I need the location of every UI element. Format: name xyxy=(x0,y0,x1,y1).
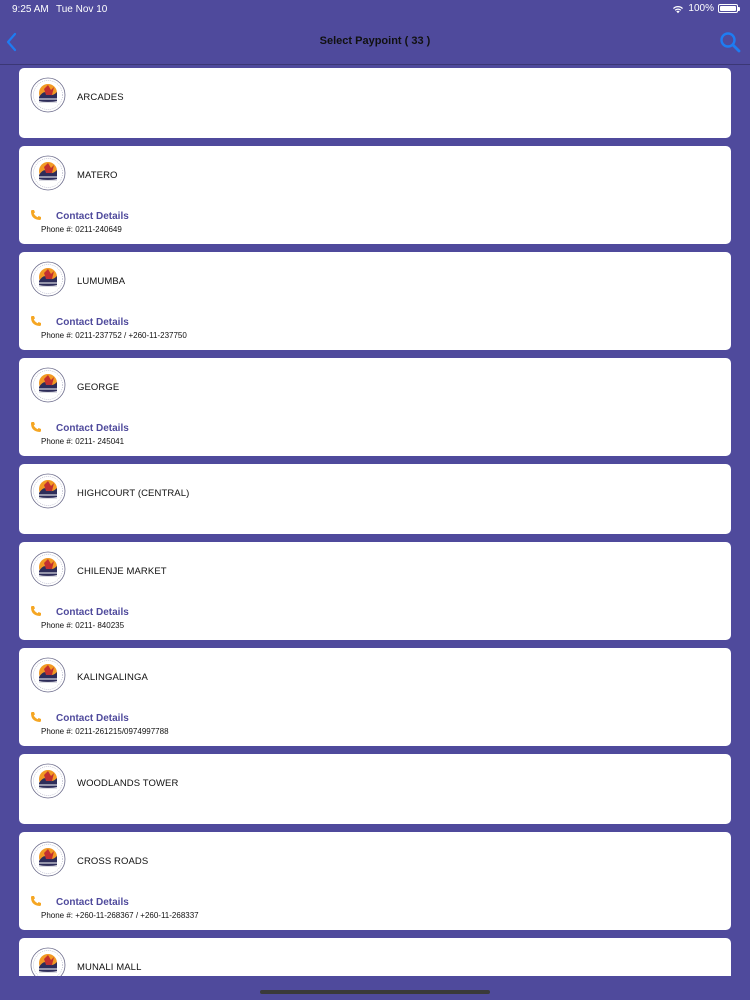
company-logo-icon xyxy=(30,947,66,976)
paypoint-card[interactable] xyxy=(19,358,731,456)
paypoint-card[interactable] xyxy=(19,648,731,746)
company-logo-icon xyxy=(30,155,66,191)
company-logo-icon xyxy=(30,657,66,693)
paypoint-card[interactable] xyxy=(19,542,731,640)
paypoint-name: CROSS ROADS xyxy=(77,856,149,867)
phone-icon xyxy=(30,711,42,723)
battery-percent: 100% xyxy=(688,3,714,14)
paypoint-card[interactable] xyxy=(19,146,731,244)
contact-details-label: Contact Details xyxy=(56,713,129,724)
phone-icon xyxy=(30,895,42,907)
phone-number: Phone #: +260-11-268367 / +260-11-268337 xyxy=(41,911,199,920)
company-logo-icon xyxy=(30,261,66,297)
search-icon xyxy=(718,30,742,54)
paypoint-card[interactable] xyxy=(19,464,731,534)
contact-details-label: Contact Details xyxy=(56,317,129,328)
status-date: Tue Nov 10 xyxy=(56,4,108,15)
paypoint-name: HIGHCOURT (CENTRAL) xyxy=(77,488,190,499)
paypoint-name: WOODLANDS TOWER xyxy=(77,778,179,789)
paypoint-card[interactable] xyxy=(19,938,731,976)
status-time: 9:25 AM xyxy=(12,4,49,15)
wifi-icon xyxy=(672,4,684,14)
contact-details-label: Contact Details xyxy=(56,211,129,222)
phone-number: Phone #: 0211- 245041 xyxy=(41,437,125,446)
contact-details-label: Contact Details xyxy=(56,897,129,908)
company-logo-icon xyxy=(30,551,66,587)
paypoint-list[interactable] xyxy=(0,68,750,976)
paypoint-name: ARCADES xyxy=(77,92,124,103)
phone-number: Phone #: 0211- 840235 xyxy=(41,621,125,630)
company-logo-icon xyxy=(30,367,66,403)
home-indicator[interactable] xyxy=(260,990,490,994)
paypoint-name: MUNALI MALL xyxy=(77,962,142,973)
phone-number: Phone #: 0211-261215/0974997788 xyxy=(41,727,169,736)
paypoint-card[interactable] xyxy=(19,754,731,824)
paypoint-name: MATERO xyxy=(77,170,118,181)
phone-number: Phone #: 0211-240649 xyxy=(41,225,122,234)
search-button[interactable] xyxy=(718,30,742,54)
paypoint-name: KALINGALINGA xyxy=(77,672,148,683)
battery-icon xyxy=(718,4,738,13)
status-right xyxy=(672,3,738,14)
paypoint-name: GEORGE xyxy=(77,382,120,393)
phone-icon xyxy=(30,605,42,617)
phone-icon xyxy=(30,315,42,327)
nav-bar xyxy=(0,20,750,64)
battery-fill xyxy=(720,6,736,11)
company-logo-icon xyxy=(30,77,66,113)
phone-number: Phone #: 0211-237752 / +260-11-237750 xyxy=(41,331,187,340)
phone-icon xyxy=(30,421,42,433)
phone-icon xyxy=(30,209,42,221)
company-logo-icon xyxy=(30,763,66,799)
contact-details-label: Contact Details xyxy=(56,607,129,618)
paypoint-card[interactable] xyxy=(19,68,731,138)
contact-details-label: Contact Details xyxy=(56,423,129,434)
paypoint-name: LUMUMBA xyxy=(77,276,126,287)
paypoint-card[interactable] xyxy=(19,832,731,930)
paypoint-name: CHILENJE MARKET xyxy=(77,566,167,577)
status-bar xyxy=(0,0,750,20)
page-title: Select Paypoint ( 33 ) xyxy=(319,35,431,47)
paypoint-card[interactable] xyxy=(19,252,731,350)
company-logo-icon xyxy=(30,841,66,877)
company-logo-icon xyxy=(30,473,66,509)
nav-divider xyxy=(0,64,750,65)
